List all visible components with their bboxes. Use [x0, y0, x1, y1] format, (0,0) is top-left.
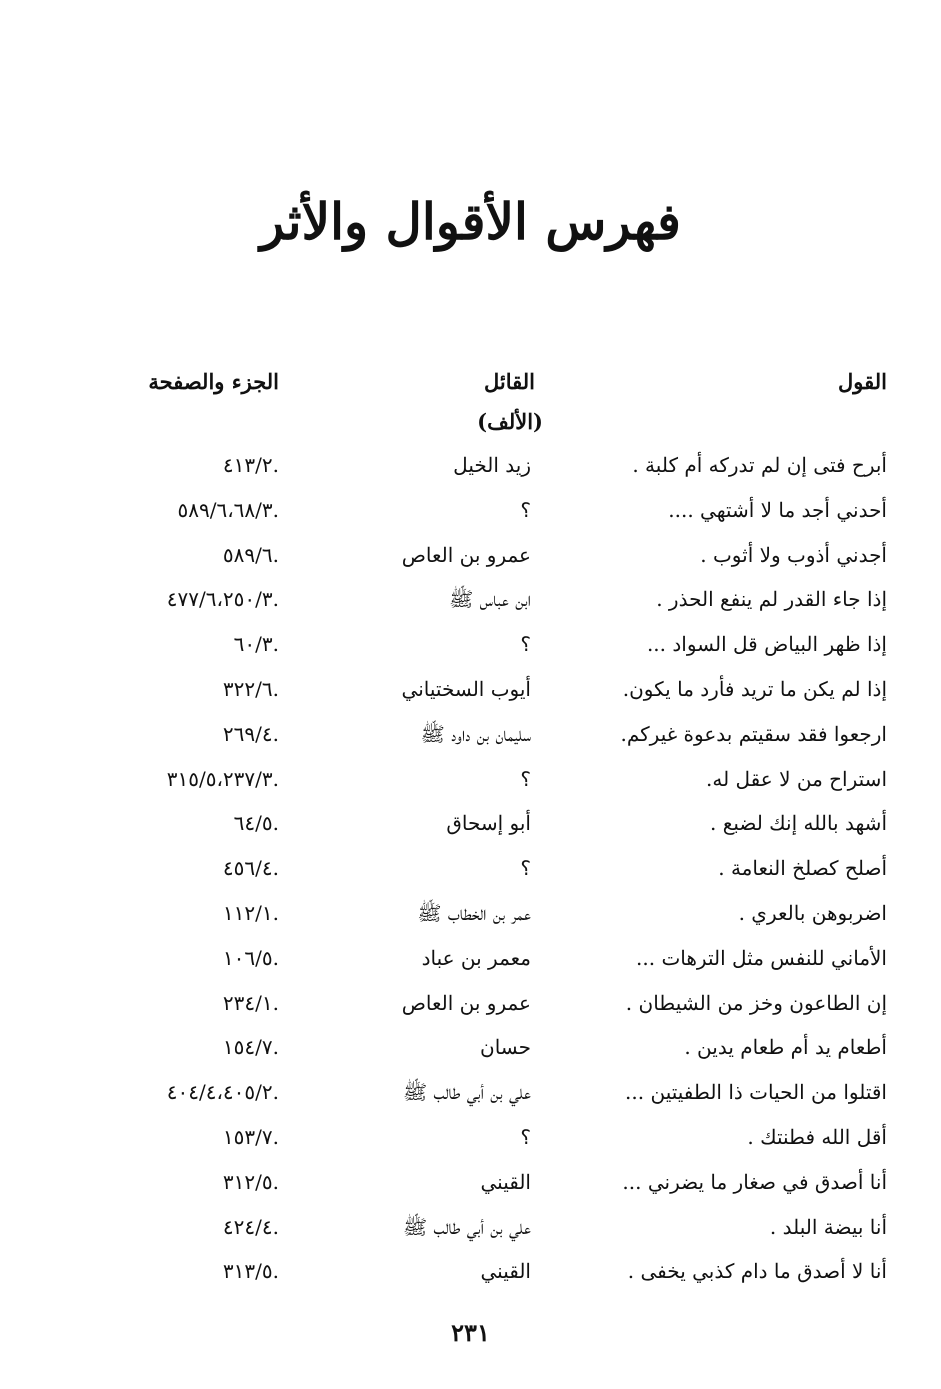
index-table — [0, 447, 941, 1298]
reference-cell: ١٠٦/٥. — [222, 945, 279, 970]
reference-cell: ٢٦٩/٤. — [222, 721, 279, 746]
saying-cell: أشهد بالله إنك لضبع . — [709, 811, 887, 836]
reference-cell: ٢٣٤/١. — [222, 990, 279, 1015]
speaker-cell: زيد الخيل — [453, 453, 531, 477]
speaker-cell: سليمان بن داود ﷺ — [420, 721, 531, 746]
speaker-cell: حسان — [480, 1035, 531, 1060]
saying-cell: اقتلوا من الحيات ذا الطفيتين ... — [625, 1080, 887, 1105]
reference-cell: ٦٠/٣. — [233, 632, 279, 657]
saying-cell: إذا ظهر البياض قل السواد ... — [646, 632, 887, 657]
table-row — [0, 1209, 941, 1254]
table-row — [0, 626, 941, 671]
speaker-cell: ؟ — [520, 497, 531, 522]
speaker-cell: ابن عباس ﷺ — [449, 587, 531, 612]
speaker-cell: معمر بن عباد — [421, 945, 531, 970]
table-row — [0, 940, 941, 985]
reference-cell: ٤٧٧/٦،٢٥٠/٣. — [166, 587, 279, 612]
header-speaker: القائل — [483, 369, 535, 394]
saying-cell: أنا أصدق في صغار ما يضرني ... — [622, 1169, 887, 1194]
table-row — [0, 895, 941, 940]
saying-cell: أنا لا أصدق ما دام كذبي يخفى . — [627, 1259, 887, 1284]
reference-cell: ٣١٥/٥،٢٣٧/٣. — [166, 766, 279, 791]
page-number: ٢٣١ — [451, 1318, 490, 1347]
table-header — [0, 364, 941, 404]
table-row — [0, 1074, 941, 1119]
saying-cell: اضربوهن بالعري . — [738, 900, 887, 925]
saying-cell: أطعام يد أم طعام يدين . — [684, 1035, 887, 1060]
saying-cell: إذا جاء القدر لم ينفع الحذر . — [656, 587, 887, 612]
reference-cell: ٦٤/٥. — [233, 811, 279, 836]
saying-cell: أحدني أجد ما لا أشتهي .... — [668, 497, 887, 522]
table-row — [0, 492, 941, 537]
saying-cell: أبرح فتى إن لم تدركه أم كلبة . — [632, 453, 887, 477]
speaker-cell: أيوب السختياني — [401, 676, 531, 701]
speaker-cell: القيني — [480, 1259, 531, 1284]
speaker-cell: علي بن أبي طالب ﷺ — [402, 1214, 531, 1239]
table-row — [0, 1029, 941, 1074]
table-row — [0, 1164, 941, 1209]
saying-cell: أنا بيضة البلد . — [769, 1214, 887, 1239]
table-row — [0, 671, 941, 716]
saying-cell: استراح من لا عقل له. — [706, 766, 887, 791]
saying-cell: أجدني أذوب ولا أثوب . — [700, 542, 887, 567]
page-title: فهرس الأقوال والأثر — [260, 192, 681, 251]
header-reference: الجزء والصفحة — [148, 369, 279, 394]
speaker-cell: عمرو بن العاص — [401, 990, 531, 1015]
reference-cell: ٤١٣/٢. — [222, 453, 279, 477]
reference-cell: ٤٢٤/٤. — [222, 1214, 279, 1239]
saying-cell: إن الطاعون وخز من الشيطان . — [625, 990, 887, 1015]
speaker-cell: ؟ — [520, 766, 531, 791]
table-row — [0, 805, 941, 850]
saying-cell: ارجعوا فقد سقيتم بدعوة غيركم. — [620, 721, 887, 746]
reference-cell: ١١٢/١. — [222, 900, 279, 925]
table-row — [0, 581, 941, 626]
reference-cell: ٥٨٩/٦. — [222, 542, 279, 567]
table-row — [0, 1119, 941, 1164]
reference-cell: ٣٢٢/٦. — [222, 676, 279, 701]
reference-cell: ٣١٢/٥. — [222, 1169, 279, 1194]
speaker-cell: أبو إسحاق — [446, 811, 531, 836]
saying-cell: الأماني للنفس مثل الترهات ... — [636, 945, 887, 970]
saying-cell: أقل الله فطنتك . — [747, 1124, 887, 1149]
reference-cell: ٥٨٩/٦،٦٨/٣. — [177, 497, 279, 522]
speaker-cell: عمرو بن العاص — [401, 542, 531, 567]
header-saying: القول — [838, 369, 887, 394]
speaker-cell: عمر بن الخطاب ﷺ — [417, 900, 531, 925]
reference-cell: ٣١٣/٥. — [222, 1259, 279, 1284]
speaker-cell: ؟ — [520, 856, 531, 881]
table-row — [0, 716, 941, 761]
reference-cell: ١٥٣/٧. — [222, 1124, 279, 1149]
table-row — [0, 1253, 941, 1298]
table-row — [0, 850, 941, 895]
saying-cell: إذا لم يكن ما تريد فأرد ما يكون. — [622, 676, 887, 701]
speaker-cell: القيني — [480, 1169, 531, 1194]
reference-cell: ١٥٤/٧. — [222, 1035, 279, 1060]
reference-cell: ٤٥٦/٤. — [222, 856, 279, 881]
reference-cell: ٤٠٤/٤،٤٠٥/٢. — [166, 1080, 279, 1105]
table-row — [0, 537, 941, 582]
speaker-cell: علي بن أبي طالب ﷺ — [402, 1080, 531, 1105]
table-row — [0, 761, 941, 806]
section-label: (الألف) — [477, 409, 543, 434]
speaker-cell: ؟ — [520, 632, 531, 657]
speaker-cell: ؟ — [520, 1124, 531, 1149]
table-row — [0, 985, 941, 1030]
table-row — [0, 447, 941, 492]
saying-cell: أصلح كصلخ النعامة . — [718, 856, 887, 881]
